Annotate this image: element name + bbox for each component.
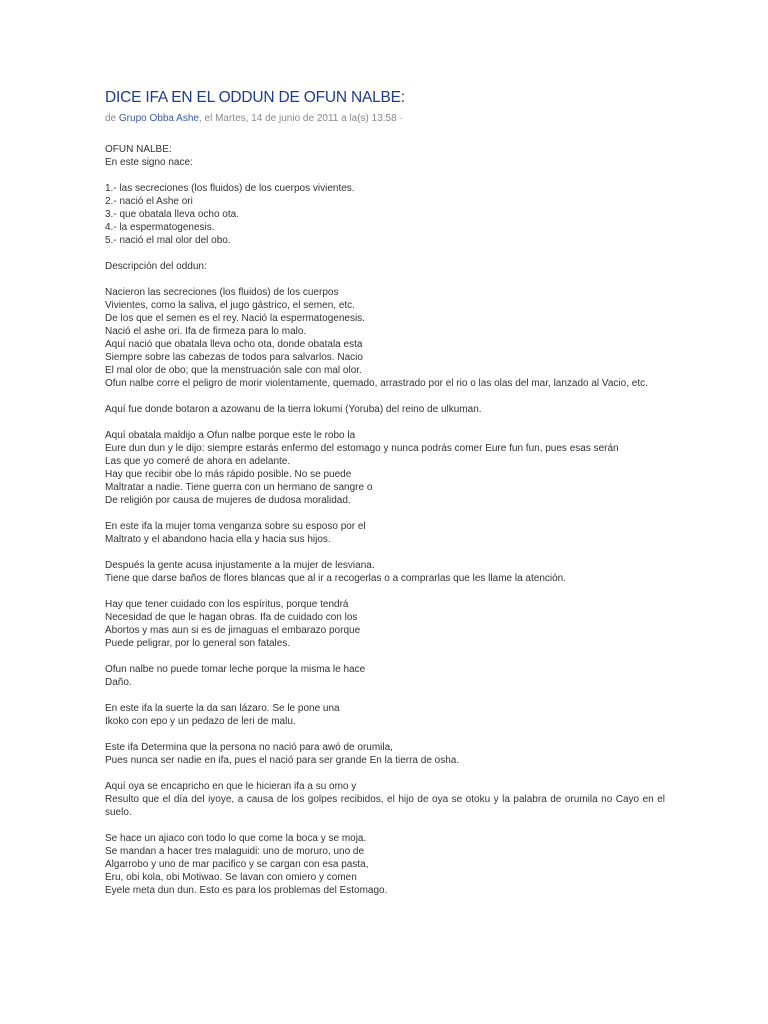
document-page	[105, 88, 665, 910]
text-line: Eyele meta dun dun. Esto es para los problemas del Estomago.	[105, 885, 388, 896]
paragraph	[105, 286, 665, 390]
paragraph	[105, 429, 665, 507]
text-line: En este signo nace:	[105, 157, 193, 168]
text-line: Hay que recibir obe lo más rápido posible. No se puede	[105, 469, 352, 480]
paragraph	[105, 663, 665, 689]
text-line: 2.- nació el Ashe ori	[105, 196, 193, 207]
post-title: DICE IFA EN EL ODDUN DE OFUN NALBE:	[105, 89, 405, 106]
text-line: Aquí oya se encapricho en que le hicieran ifa a su omo y	[105, 781, 357, 792]
text-line: Después la gente acusa injustamente a la mujer de lesviana.	[105, 560, 375, 571]
text-line: Ofun nalbe no puede tomar leche porque la misma le hace	[105, 664, 366, 675]
text-line: Aquí nació que obatala lleva ocho ota, donde obatala esta	[105, 339, 363, 350]
text-line: Daño.	[105, 677, 132, 688]
text-line: Se mandan a hacer tres malaguidi: uno de moruro, uno de	[105, 846, 365, 857]
text-line: Aquí fue donde botaron a azowanu de la tierra lokumi (Yoruba) del reino de ulkuman.	[105, 404, 482, 415]
text-line: Eru, obi kola, obi Motiwao. Se lavan con omiero y comen	[105, 872, 357, 883]
paragraph	[105, 741, 665, 767]
text-line: OFUN NALBE:	[105, 144, 172, 155]
paragraph	[105, 559, 665, 585]
text-line: Abortos y mas aun si es de jimaguas el embarazo porque	[105, 625, 361, 636]
text-line: Puede peligrar, por lo general son fatales.	[105, 638, 291, 649]
text-line: Necesidad de que le hagan obras. Ifa de cuidado con los	[105, 612, 358, 623]
text-line: Siempre sobre las cabezas de todos para salvarlos. Nacio	[105, 352, 363, 363]
text-line: Algarrobo y uno de mar pacifico y se cargan con esa pasta,	[105, 859, 369, 870]
paragraph	[105, 702, 665, 728]
text-line: El mal olor de obo; que la menstruación sale con mal olor.	[105, 365, 362, 376]
text-line: Ofun nalbe corre el peligro de morir violentamente, quemado, arrastrado por el rio o las olas del mar, lanzado al Vacio, etc.	[105, 378, 648, 389]
paragraph	[105, 520, 665, 546]
text-line: 5.- nació el mal olor del obo.	[105, 235, 231, 246]
text-line: Las que yo comeré de ahora en adelante.	[105, 456, 291, 467]
text-line: Tiene que darse baños de flores blancas que al ir a recogerlas o a comprarlas que les llame la atención.	[105, 573, 567, 584]
text-line: 1.- las secreciones (los fluidos) de los cuerpos vivientes.	[105, 183, 355, 194]
text-line: De religión por causa de mujeres de dudosa moralidad.	[105, 495, 351, 506]
paragraph	[105, 598, 665, 650]
text-line: De los que el semen es el rey. Nació la espermatogenesis.	[105, 313, 365, 324]
text-line: Hay que tener cuidado con los espíritus, porque tendrá	[105, 599, 349, 610]
text-line: Aquí obatala maldijo a Ofun nalbe porque este le robo la	[105, 430, 356, 441]
post-body	[105, 143, 665, 897]
text-line: Nacieron las secreciones (los fluidos) de los cuerpos	[105, 287, 339, 298]
text-line: En este ifa la suerte la da san lázaro. Se le pone una	[105, 703, 340, 714]
author-link[interactable]: Grupo Obba Ashe	[118, 113, 199, 124]
byline-date: , el Martes, 14 de junio de 2011 a la(s) 13:58 ·	[198, 113, 403, 124]
text-line: Maltratar a nadie. Tiene guerra con un hermano de sangre o	[105, 482, 373, 493]
paragraph	[105, 403, 665, 416]
text-line: Maltrato y el abandono hacia ella y hacia sus hijos.	[105, 534, 331, 545]
text-line: Vivientes, como la saliva, el jugo gástrico, el semen, etc.	[105, 300, 355, 311]
paragraph	[105, 832, 665, 897]
paragraph	[105, 260, 665, 273]
byline-prefix: de	[105, 113, 119, 124]
text-line: 3.- que obatala lleva ocho ota.	[105, 209, 239, 220]
paragraph	[105, 182, 665, 247]
text-line: Pues nunca ser nadie en ifa, pues el nació para ser grande En la tierra de osha.	[105, 755, 460, 766]
text-line: Eure dun dun y le dijo: siempre estarás enfermo del estomago y nunca podrás comer Eure fun fun, pues esas serán	[105, 443, 619, 454]
text-line: Descripción del oddun:	[105, 261, 207, 272]
post-byline	[105, 112, 665, 125]
text-line: Resulto que el día del iyoye, a causa de los golpes recibidos, el hijo de oya se otoku y la palabra de orumila no Cayo en el suelo.	[105, 794, 665, 818]
paragraph	[105, 143, 665, 169]
text-line: Nació el ashe ori. Ifa de firmeza para lo malo.	[105, 326, 307, 337]
text-line: Se hace un ajiaco con todo lo que come la boca y se moja.	[105, 833, 367, 844]
paragraph	[105, 780, 665, 819]
text-line: Este ifa Determina que la persona no nació para awó de orumila,	[105, 742, 393, 753]
text-line: En este ifa la mujer toma venganza sobre su esposo por el	[105, 521, 366, 532]
text-line: Ikoko con epo y un pedazo de leri de malu.	[105, 716, 296, 727]
text-line: 4.- la espermatogenesis.	[105, 222, 215, 233]
